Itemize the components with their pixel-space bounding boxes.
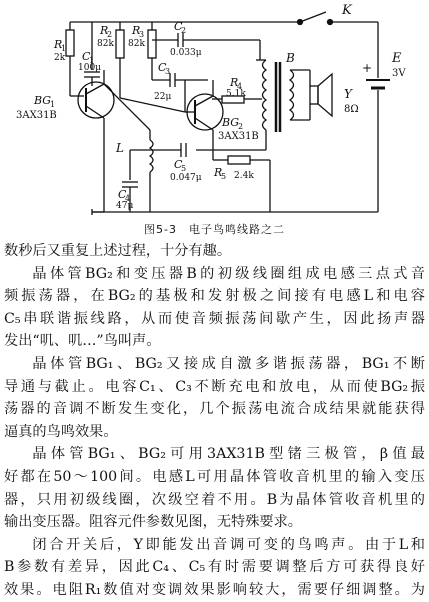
label-C5-value: 0.047μ [170, 173, 202, 183]
label-C2: C [174, 20, 183, 33]
label-BG1: BG [34, 94, 52, 107]
label-R3-value: 82k [128, 39, 145, 49]
label-B: B [286, 51, 295, 65]
label-R5-value: 2.4k [234, 171, 254, 181]
label-E: E [392, 51, 402, 66]
label-BG2-type: 3AX31B [218, 131, 259, 142]
figure-caption: 图5-3 电子鸟鸣线路之二 [144, 223, 285, 236]
circuit-wires [66, 12, 390, 215]
text-line: 输出变压器。阻容元件参数见图，无特殊要求。 [4, 514, 302, 531]
label-R4-value: 5.1k [226, 89, 246, 99]
label-C5: C [174, 158, 183, 171]
text-line: 导通与截止。电容C₁、C₃不断充电和放电，从而使BG₂振 [4, 378, 425, 395]
label-BG2-sub: 2 [238, 122, 244, 131]
label-Y-value: 8Ω [344, 104, 359, 115]
label-R1-value: 2k [54, 53, 66, 63]
label-R5-sub: 5 [221, 172, 227, 181]
text-line: 逼真的鸟鸣效果。 [4, 423, 118, 440]
label-R1: R [54, 38, 63, 51]
label-C1: C [82, 50, 91, 63]
circuit-diagram [0, 0, 429, 220]
label-R2-value: 82k [97, 39, 114, 49]
label-E-value: 3V [392, 68, 406, 79]
label-C1-sub: 1 [89, 56, 95, 65]
text-line: 好都在50～100间。电感L可用晶体管收音机里的输入变压 [4, 468, 425, 485]
label-R2: R [100, 24, 109, 37]
label-BG1-sub: 1 [50, 100, 56, 109]
text-line: 晶体管BG₂和变压器B的初级线圈组成电感三点式音 [32, 265, 425, 282]
label-R5: R [214, 166, 223, 179]
label-C3: C [158, 61, 167, 74]
label-R1-sub: 1 [61, 44, 67, 53]
label-C4-sub: 4 [125, 194, 131, 203]
label-C5-sub: 5 [181, 164, 187, 173]
body-text [4, 240, 425, 602]
label-C2-value: 0.033μ [170, 48, 202, 58]
text-line: 发出“叽、叽…”鸟叫声。 [4, 333, 161, 350]
label-BG1-type: 3AX31B [16, 110, 57, 121]
label-BG2: BG [222, 116, 240, 129]
label-R3-sub: 3 [139, 30, 145, 39]
label-C4: C [118, 188, 127, 201]
text-line: 荡器的音调不断发生变化，几个振荡电流合成结果就能获得 [4, 401, 425, 418]
label-R4: R [230, 76, 239, 89]
label-L: L [116, 141, 124, 155]
text-line: 频振荡器，在BG₂的基极和发射极之间接有电感L和电容 [4, 288, 425, 305]
text-line: 效果。电阻R₁数值对变调效果影响较大，需要仔细调整。为 [4, 581, 425, 598]
battery-plus: + [362, 61, 373, 75]
text-line: C₅串联谐振线路，从而使音频振荡间歇产生，因此扬声器 [4, 310, 425, 327]
label-C4-value: 47μ [116, 201, 134, 211]
label-C3-sub: 3 [165, 67, 171, 76]
label-C1-value: 100μ [78, 63, 102, 73]
text-line: 数秒后又重复上述过程，十分有趣。 [4, 243, 232, 259]
label-R3: R [132, 24, 141, 37]
label-Y: Y [344, 87, 352, 101]
label-R4-sub: 4 [237, 82, 243, 91]
label-C3-value: 22μ [154, 92, 172, 102]
text-line: B参数有差异，因此C₄、C₅有时需要调整后方可获得良好 [4, 559, 425, 576]
text-line: 闭合开关后，Y即能发出音调可变的鸟鸣声。由于L和 [32, 536, 425, 553]
label-K: K [342, 3, 352, 18]
text-line: 晶体管BG₁、BG₂又接成自激多谐振荡器，BG₁不断 [32, 355, 425, 372]
label-C2-sub: 2 [181, 26, 187, 35]
label-R2-sub: 2 [107, 30, 113, 39]
text-line: 器，只用初级线圈，次级空着不用。B为晶体管收音机里的 [4, 491, 425, 508]
text-line: 晶体管BG₁、BG₂可用3AX31B型锗三极管，β值最 [32, 446, 425, 463]
